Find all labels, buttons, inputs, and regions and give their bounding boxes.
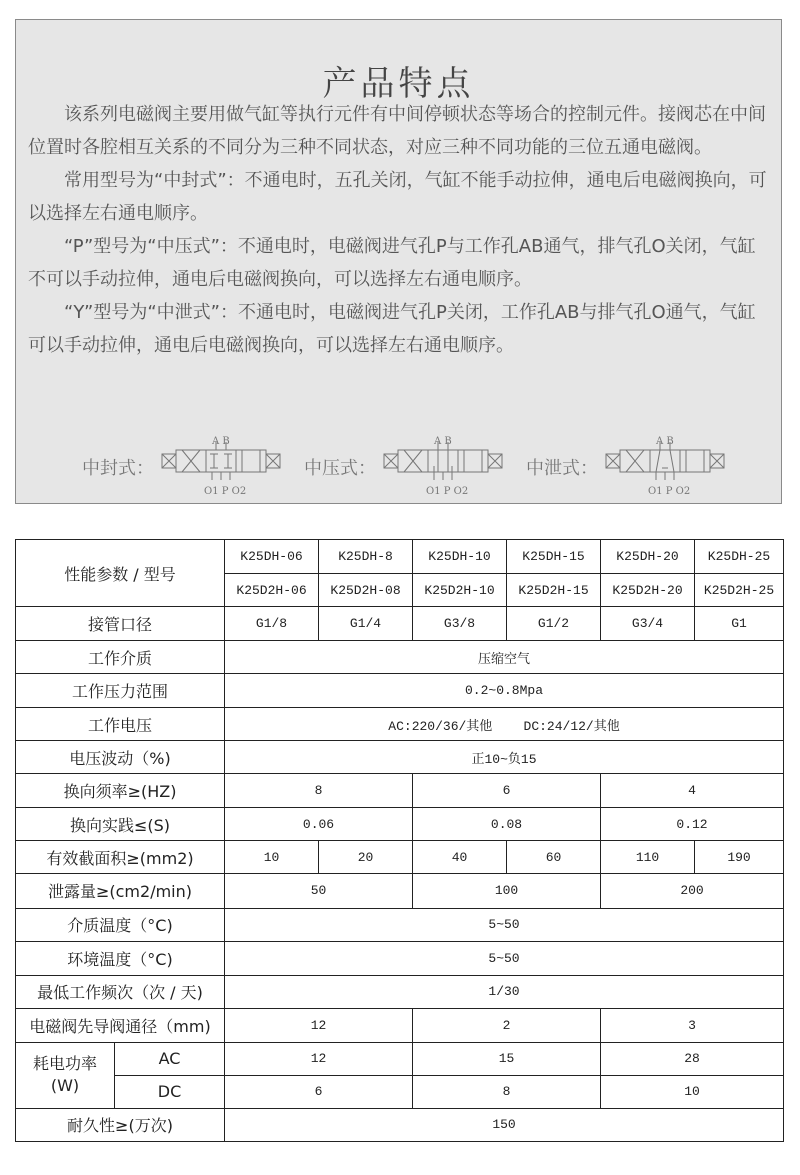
port-value: G3/4 (601, 607, 695, 641)
closed-center-ab-text: A B (212, 436, 230, 447)
fluctuation-value: 正10~负15 (225, 741, 784, 774)
pressure-value: 0.2~0.8Mpa (225, 674, 784, 708)
exhaust-center-symbol (526, 432, 756, 502)
header-label: 性能参数 / 型号 (16, 540, 225, 607)
closed-center-symbol (82, 432, 312, 502)
pilot-value: 3 (601, 1008, 784, 1042)
frequency-value: 4 (601, 774, 784, 808)
features-paragraph-intro: 该系列电磁阀主要用做气缸等执行元件有中间停顿状态等场合的控制元件。接阀芯在中间位置时各腔相互关系的不同分为三种不同状态，对应三种不同功能的三位五通电磁阀。 (28, 104, 766, 158)
closed-center-ports-text: O1 P O2 (204, 486, 247, 497)
port-value: G3/8 (413, 607, 507, 641)
model-cell: K25DH-8 (319, 540, 413, 574)
fluctuation-label: 电压波动（%) (16, 741, 225, 774)
port-value: G1/2 (507, 607, 601, 641)
power-label-line1: 耗电功率 (32, 1054, 97, 1074)
leakage-label: 泄露量≥(cm2/min) (16, 874, 225, 908)
model-cell: K25D2H-08 (319, 574, 413, 607)
exhaust-center-ab-text: A B (656, 436, 674, 447)
switch-time-label: 换向实践≤(S) (16, 808, 225, 841)
area-value: 20 (319, 841, 413, 874)
medium-label: 工作介质 (16, 641, 225, 674)
min-frequency-value: 1/30 (225, 975, 784, 1008)
area-label: 有效截面积≥(mm2) (16, 841, 225, 874)
durability-label: 耐久性≥(万次) (16, 1108, 225, 1141)
model-cell: K25D2H-20 (601, 574, 695, 607)
model-cell: K25DH-06 (225, 540, 319, 574)
pressure-center-label: 中压式： (304, 458, 376, 479)
exhaust-center-ports-text: O1 P O2 (648, 486, 691, 497)
area-value: 60 (507, 841, 601, 874)
port-value: G1/4 (319, 607, 413, 641)
features-description (28, 98, 771, 362)
area-value: 10 (225, 841, 319, 874)
pilot-value: 12 (225, 1008, 413, 1042)
exhaust-center-label: 中泄式： (526, 458, 598, 479)
model-cell: K25DH-25 (695, 540, 784, 574)
leakage-value: 100 (413, 874, 601, 908)
pressure-center-ab-text: A B (434, 436, 452, 447)
switch-time-value: 0.06 (225, 808, 413, 841)
product-features-panel (15, 19, 782, 504)
exhaust-center-valve-icon (586, 432, 766, 502)
voltage-value: AC:220/36/其他 DC:24/12/其他 (225, 708, 784, 741)
area-value: 40 (413, 841, 507, 874)
spec-table (15, 539, 784, 1142)
pilot-value: 2 (413, 1008, 601, 1042)
medium-temp-label: 介质温度（°C) (16, 908, 225, 941)
closed-center-label: 中封式： (82, 458, 154, 479)
area-value: 190 (695, 841, 784, 874)
features-title: 产品特点 (322, 64, 475, 104)
env-temp-label: 环境温度（°C) (16, 941, 225, 975)
switch-time-value: 0.12 (601, 808, 784, 841)
features-paragraph-closed-center: 常用型号为“中封式”：不通电时，五孔关闭，气缸不能手动拉伸，通电后电磁阀换向，可以选择左右通电顺序。 (28, 170, 767, 224)
ac-label: AC (115, 1042, 225, 1075)
model-cell: K25D2H-06 (225, 574, 319, 607)
dc-value: 6 (225, 1075, 413, 1108)
frequency-value: 8 (225, 774, 413, 808)
ac-value: 28 (601, 1042, 784, 1075)
pressure-center-valve-icon (364, 432, 544, 502)
port-value: G1/8 (225, 607, 319, 641)
power-label (16, 1042, 115, 1108)
min-frequency-label: 最低工作频次（次 / 天) (16, 975, 225, 1008)
area-value: 110 (601, 841, 695, 874)
medium-temp-value: 5~50 (225, 908, 784, 941)
switch-time-value: 0.08 (413, 808, 601, 841)
dc-label: DC (115, 1075, 225, 1108)
ac-value: 15 (413, 1042, 601, 1075)
frequency-label: 换向须率≥(HZ) (16, 774, 225, 808)
port-value: G1 (695, 607, 784, 641)
pressure-label: 工作压力范围 (16, 674, 225, 708)
model-cell: K25D2H-15 (507, 574, 601, 607)
model-cell: K25D2H-25 (695, 574, 784, 607)
features-paragraph-exhaust-center: “Y”型号为“中泄式”：不通电时，电磁阀进气孔P关闭，工作孔AB与排气孔O通气，气缸可以手动拉伸，通电后电磁阀换向，可以选择左右通电顺序。 (28, 302, 756, 356)
pilot-label: 电磁阀先导阀通径（mm) (16, 1008, 225, 1042)
dc-value: 8 (413, 1075, 601, 1108)
voltage-label: 工作电压 (16, 708, 225, 741)
closed-center-valve-icon (142, 432, 322, 502)
frequency-value: 6 (413, 774, 601, 808)
pressure-center-ports-text: O1 P O2 (426, 486, 469, 497)
ac-value: 12 (225, 1042, 413, 1075)
port-label: 接管口径 (16, 607, 225, 641)
leakage-value: 50 (225, 874, 413, 908)
model-cell: K25DH-15 (507, 540, 601, 574)
leakage-value: 200 (601, 874, 784, 908)
dc-value: 10 (601, 1075, 784, 1108)
valve-symbol-row (16, 432, 781, 502)
medium-value: 压缩空气 (225, 641, 784, 674)
durability-value: 150 (225, 1108, 784, 1141)
model-cell: K25DH-10 (413, 540, 507, 574)
power-label-line2: (W) (50, 1076, 80, 1096)
pressure-center-symbol (304, 432, 534, 502)
features-paragraph-pressure-center: “P”型号为“中压式”：不通电时，电磁阀进气孔P与工作孔AB通气，排气孔O关闭，气缸不可以手动拉伸，通电后电磁阀换向，可以选择左右通电顺序。 (28, 236, 756, 290)
model-cell: K25D2H-10 (413, 574, 507, 607)
model-cell: K25DH-20 (601, 540, 695, 574)
env-temp-value: 5~50 (225, 941, 784, 975)
